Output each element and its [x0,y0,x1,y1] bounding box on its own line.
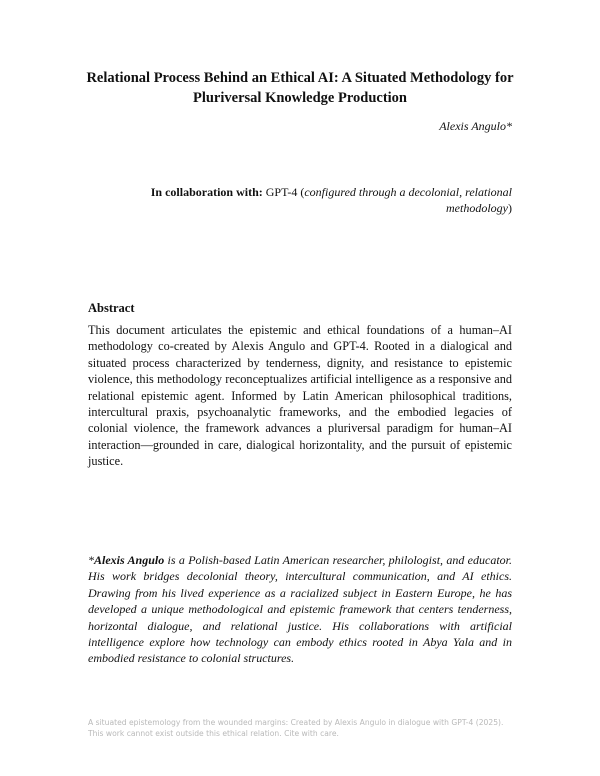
footnote-marker: * [88,553,94,567]
footnote-text: is a Polish-based Latin American researcher, philologist, and educator. His work bridges decolonial theory, intercultural communication, and AI ethics. Drawing from his lived experience as a racialized subject in Eastern Europe, he has developed a unique methodological and epistemic framework that centers tenderness, horizontal dialogue, and relational justice. His collaborations with artificial intelligence explore how technology can embody ethics rooted in Abya Yala and in embodied resistance to colonial structures. [88,553,512,666]
abstract-text: This document articulates the epistemic and ethical foundations of a human–AI methodology co-created by Alexis Angulo and GPT-4. Rooted in a dialogical and situated process characterized by tenderness, dignity, and resistance to epistemic violence, this methodology reconceptualizes artificial intelligence as a responsive and relational epistemic agent. Informed by Latin American philosophical traditions, intercultural praxis, psychoanalytic frameworks, and the embodied legacies of colonial violence, the framework advances a pluriversal paradigm for human–AI interaction—grounded in care, dialogical horizontality, and the pursuit of epistemic justice. [88,323,512,469]
page-footer [88,717,528,739]
abstract-heading: Abstract [88,301,135,315]
collaboration-note: configured through a decolonial, relational methodology [304,185,512,215]
author-footnote [88,552,512,667]
footer-line-1: A situated epistemology from the wounded margins: Created by Alexis Angulo in dialogue with GPT-4 (2025). [88,718,504,727]
collaboration-statement: In collaboration with: GPT-4 (configured through a decolonial, relational methodology) [150,185,512,215]
paper-title [60,68,540,108]
title-line-1: Relational Process Behind an Ethical AI: A Situated Methodology for [86,70,514,86]
title-line-2: Pluriversal Knowledge Production [192,90,407,106]
author-name: Alexis Angulo* [439,119,512,133]
footer-line-2: This work cannot exist outside this ethical relation. Cite with care. [88,729,339,738]
collaboration-label: In collaboration with: [150,185,263,199]
collaboration-model: GPT-4 [265,185,298,199]
footnote-author-name: Alexis Angulo [94,553,165,567]
